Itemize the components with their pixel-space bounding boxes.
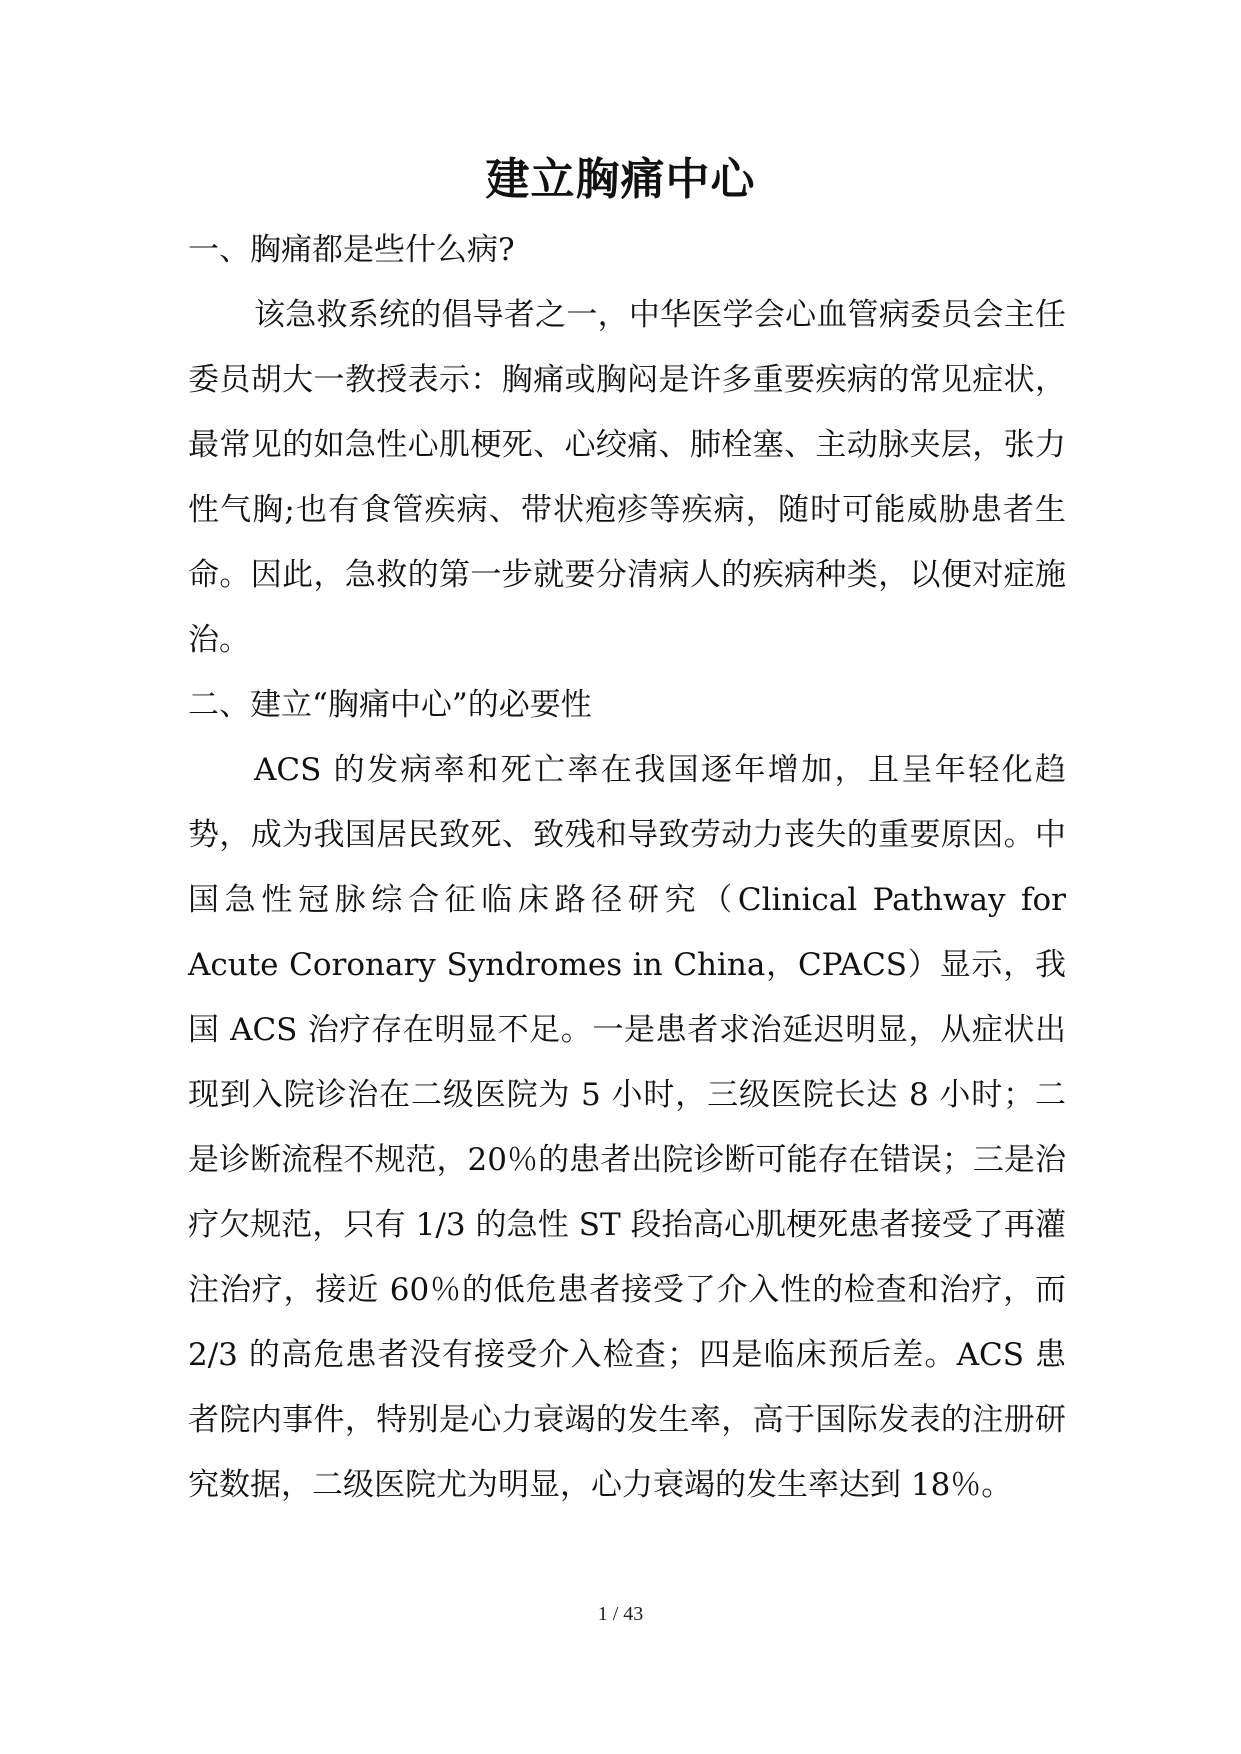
section-heading-1: 一、胸痛都是些什么病? — [188, 232, 515, 268]
section-heading-2: 二、建立“胸痛中心”的必要性 — [188, 687, 592, 723]
section-paragraph-1: 该急救系统的倡导者之一，中华医学会心血管病委员会主任委员胡大一教授表示：胸痛或胸闷是许多重要疾病的常见症状，最常见的如急性心肌梗死、心绞痛、肺栓塞、主动脉夹层，张力性气胸;也有食管疾病、带状疱疹等疾病，随时可能威胁患者生命。因此，急救的第一步就要分清病人的疾病种类，以便对症施治。 — [188, 297, 1066, 658]
page-number: 1 / 43 — [597, 1603, 644, 1625]
page-title: 建立胸痛中心 — [485, 154, 756, 205]
section-paragraph-2: ACS 的发病率和死亡率在我国逐年增加，且呈年轻化趋势，成为我国居民致死、致残和导致劳动力丧失的重要原因。中国急性冠脉综合征临床路径研究（Clinical Pathway for Acute Coronary Syndromes in China，CPACS）显示，我国 ACS 治疗存在明显不足。一是患者求治延迟明显，从症状出现到入院诊治在二级医院为 5 小时，三级医院长达 8 小时；二是诊断流程不规范，20％的患者出院诊断可能存在错误；三是治疗欠规范，只有 1/3 的急性 ST 段抬高心肌梗死患者接受了再灌注治疗，接近 60％的低危患者接受了介入性的检查和治疗，而 2/3 的高危患者没有接受介入检查；四是临床预后差。ACS 患者院内事件，特别是心力衰竭的发生率，高于国际发表的注册研究数据，二级医院尤为明显，心力衰竭的发生率达到 18％。 — [188, 752, 1066, 1503]
